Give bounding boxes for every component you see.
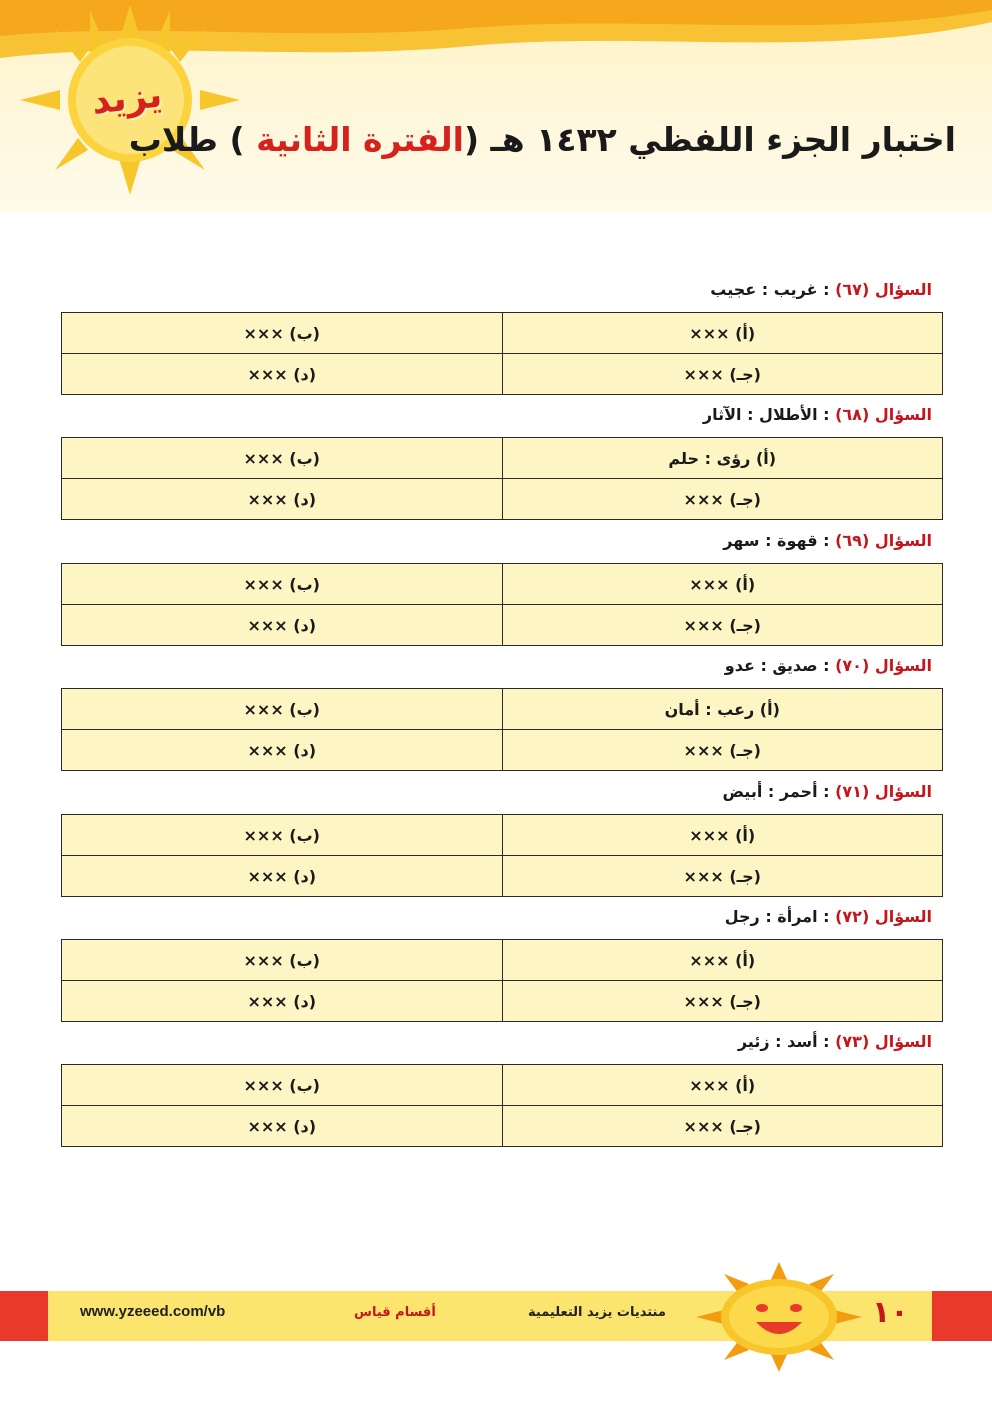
options-row	[62, 605, 943, 646]
question-label: السؤال (٦٧)	[835, 280, 932, 299]
question-pair: : غريب : عجيب	[710, 280, 836, 299]
option-d[interactable]: (د) ×××	[62, 981, 503, 1022]
options-table	[61, 563, 943, 646]
option-b[interactable]: (ب) ×××	[62, 438, 503, 479]
options-row	[62, 354, 943, 395]
option-a[interactable]: (أ) ×××	[502, 815, 943, 856]
option-a[interactable]: (أ) ×××	[502, 1065, 943, 1106]
option-a[interactable]: (أ) رعب : أمان	[502, 689, 943, 730]
smiling-sun-icon	[694, 1262, 864, 1372]
options-row	[62, 730, 943, 771]
option-b[interactable]: (ب) ×××	[62, 689, 503, 730]
option-d[interactable]: (د) ×××	[62, 479, 503, 520]
footer-edge-right	[932, 1291, 992, 1341]
question-heading	[738, 1032, 932, 1051]
options-row	[62, 479, 943, 520]
options-table	[61, 688, 943, 771]
page-header	[0, 0, 992, 212]
question-label: السؤال (٧٣)	[835, 1032, 932, 1051]
page-title	[129, 120, 956, 159]
options-table	[61, 814, 943, 897]
option-c[interactable]: (جـ) ×××	[502, 730, 943, 771]
option-b[interactable]: (ب) ×××	[62, 1065, 503, 1106]
option-d[interactable]: (د) ×××	[62, 1106, 503, 1147]
title-part-1: اختبار الجزء اللفظي ١٤٣٢ هـ (	[463, 120, 956, 159]
question-pair: : الأطلال : الآثار	[702, 405, 836, 424]
question-pair: : أسد : زئير	[737, 1032, 836, 1051]
question-heading	[722, 782, 932, 801]
options-row	[62, 940, 943, 981]
question-label: السؤال (٦٨)	[835, 405, 932, 424]
question-heading	[703, 405, 932, 424]
question-label: السؤال (٦٩)	[835, 531, 932, 550]
question-label: السؤال (٧١)	[835, 782, 932, 801]
page-number: ١٠	[872, 1295, 909, 1330]
question-heading	[723, 531, 932, 550]
footer-forum-name: منتديات يزيد التعليمية	[528, 1305, 666, 1320]
option-d[interactable]: (د) ×××	[62, 354, 503, 395]
title-highlight: الفترة الثانية	[256, 120, 464, 159]
option-d[interactable]: (د) ×××	[62, 605, 503, 646]
option-c[interactable]: (جـ) ×××	[502, 479, 943, 520]
options-row	[62, 1065, 943, 1106]
options-row	[62, 1106, 943, 1147]
question-label: السؤال (٧٢)	[835, 907, 932, 926]
option-b[interactable]: (ب) ×××	[62, 815, 503, 856]
option-b[interactable]: (ب) ×××	[62, 313, 503, 354]
question-pair: : قهوة : سهر	[723, 531, 836, 550]
options-row	[62, 815, 943, 856]
option-c[interactable]: (جـ) ×××	[502, 354, 943, 395]
footer-edge-left	[0, 1291, 48, 1341]
title-part-2: ) طلاب	[128, 120, 257, 159]
options-table	[61, 939, 943, 1022]
question-heading	[725, 656, 932, 675]
footer-url-link[interactable]: www.yzeeed.com/vb	[80, 1303, 226, 1320]
options-row	[62, 313, 943, 354]
question-pair: : صديق : عدو	[724, 656, 836, 675]
footer-section-link[interactable]: أقسام قياس	[354, 1305, 436, 1320]
question-pair: : امرأة : رجل	[724, 907, 836, 926]
options-row	[62, 438, 943, 479]
option-c[interactable]: (جـ) ×××	[502, 605, 943, 646]
option-a[interactable]: (أ) رؤى : حلم	[502, 438, 943, 479]
options-table	[61, 437, 943, 520]
options-row	[62, 981, 943, 1022]
option-b[interactable]: (ب) ×××	[62, 940, 503, 981]
question-heading	[710, 280, 932, 299]
option-a[interactable]: (أ) ×××	[502, 564, 943, 605]
option-d[interactable]: (د) ×××	[62, 730, 503, 771]
options-row	[62, 689, 943, 730]
question-pair: : أحمر : أبيض	[722, 782, 836, 801]
option-c[interactable]: (جـ) ×××	[502, 856, 943, 897]
options-row	[62, 856, 943, 897]
option-d[interactable]: (د) ×××	[62, 856, 503, 897]
option-b[interactable]: (ب) ×××	[62, 564, 503, 605]
option-c[interactable]: (جـ) ×××	[502, 1106, 943, 1147]
options-table	[61, 312, 943, 395]
option-c[interactable]: (جـ) ×××	[502, 981, 943, 1022]
logo-text: يزيد	[89, 74, 165, 123]
question-heading	[725, 907, 932, 926]
option-a[interactable]: (أ) ×××	[502, 313, 943, 354]
options-row	[62, 564, 943, 605]
options-table	[61, 1064, 943, 1147]
option-a[interactable]: (أ) ×××	[502, 940, 943, 981]
question-label: السؤال (٧٠)	[835, 656, 932, 675]
